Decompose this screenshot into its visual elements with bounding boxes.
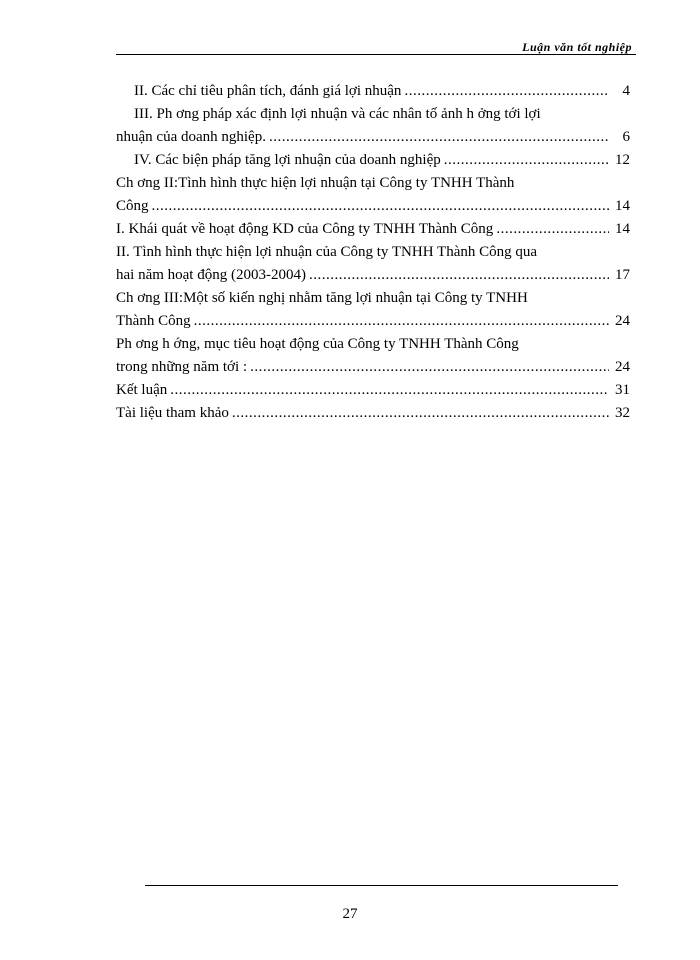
toc-leader-dots — [170, 379, 609, 402]
table-of-contents — [116, 80, 630, 425]
toc-page-number: 14 — [615, 221, 630, 237]
toc-leader-dots — [232, 402, 609, 425]
toc-entry-text: Ch ơng II:Tình hình thực hiện lợi nhuận tại Công ty TNHH Thành — [116, 175, 515, 191]
toc-page-number: 24 — [615, 313, 630, 329]
toc-leader-dots — [444, 149, 609, 172]
toc-entry-text: Ch ơng III:Một số kiến nghị nhằm tăng lợi nhuận tại Công ty TNHH — [116, 290, 528, 306]
toc-entry-text: III. Ph ơng pháp xác định lợi nhuận và các nhân tố ảnh h ởng tới lợi — [134, 106, 541, 122]
header-title: Luận văn tốt nghiệp — [522, 40, 632, 54]
toc-leader-dots — [152, 195, 609, 218]
toc-page-number: 24 — [615, 359, 630, 375]
toc-page-number: 17 — [615, 267, 630, 283]
toc-entry-text: Thành Công — [116, 313, 191, 329]
toc-page-number: 32 — [615, 405, 630, 421]
toc-entry[interactable] — [116, 103, 630, 149]
toc-entry[interactable] — [116, 287, 630, 333]
toc-entry[interactable] — [116, 80, 630, 103]
toc-leader-dots — [269, 126, 609, 149]
toc-entry[interactable] — [116, 333, 630, 379]
toc-entry-text: II. Các chỉ tiêu phân tích, đánh giá lợi nhuận — [134, 83, 402, 99]
header-rule — [116, 54, 636, 55]
toc-entry[interactable] — [116, 218, 630, 241]
toc-leader-dots — [250, 356, 609, 379]
toc-entry-text: Kết luận — [116, 382, 168, 398]
toc-page-number: 4 — [622, 83, 630, 99]
toc-entry[interactable] — [116, 379, 630, 402]
toc-page-number: 14 — [615, 198, 630, 214]
footer-rule — [145, 885, 618, 886]
toc-entry-text: Tài liệu tham khảo — [116, 405, 229, 421]
toc-entry-text: nhuận của doanh nghiệp. — [116, 129, 266, 145]
toc-entry[interactable] — [116, 402, 630, 425]
toc-leader-dots — [404, 80, 609, 103]
toc-entry-text: IV. Các biện pháp tăng lợi nhuận của doanh nghiệp — [134, 152, 441, 168]
toc-leader-dots — [309, 264, 609, 287]
toc-entry[interactable] — [116, 241, 630, 287]
toc-page-number: 31 — [615, 382, 630, 398]
toc-entry-text: II. Tình hình thực hiện lợi nhuận của Công ty TNHH Thành Công qua — [116, 244, 538, 260]
page-header — [116, 40, 636, 56]
toc-page-number: 12 — [615, 152, 630, 168]
toc-entry-text: trong những năm tới : — [116, 359, 248, 375]
toc-entry-text: Công — [116, 198, 149, 214]
toc-entry-text: hai năm hoạt động (2003-2004) — [116, 267, 306, 283]
toc-page-number: 6 — [622, 129, 630, 145]
toc-entry-text: I. Khái quát về hoạt động KD của Công ty TNHH Thành Công — [116, 221, 494, 237]
toc-leader-dots — [194, 310, 609, 333]
toc-entry[interactable] — [116, 172, 630, 218]
footer-page-number: 27 — [342, 906, 358, 922]
toc-entry[interactable] — [116, 149, 630, 172]
toc-leader-dots — [496, 218, 609, 241]
toc-entry-text: Ph ơng h ớng, mục tiêu hoạt động của Công ty TNHH Thành Công — [116, 336, 519, 352]
